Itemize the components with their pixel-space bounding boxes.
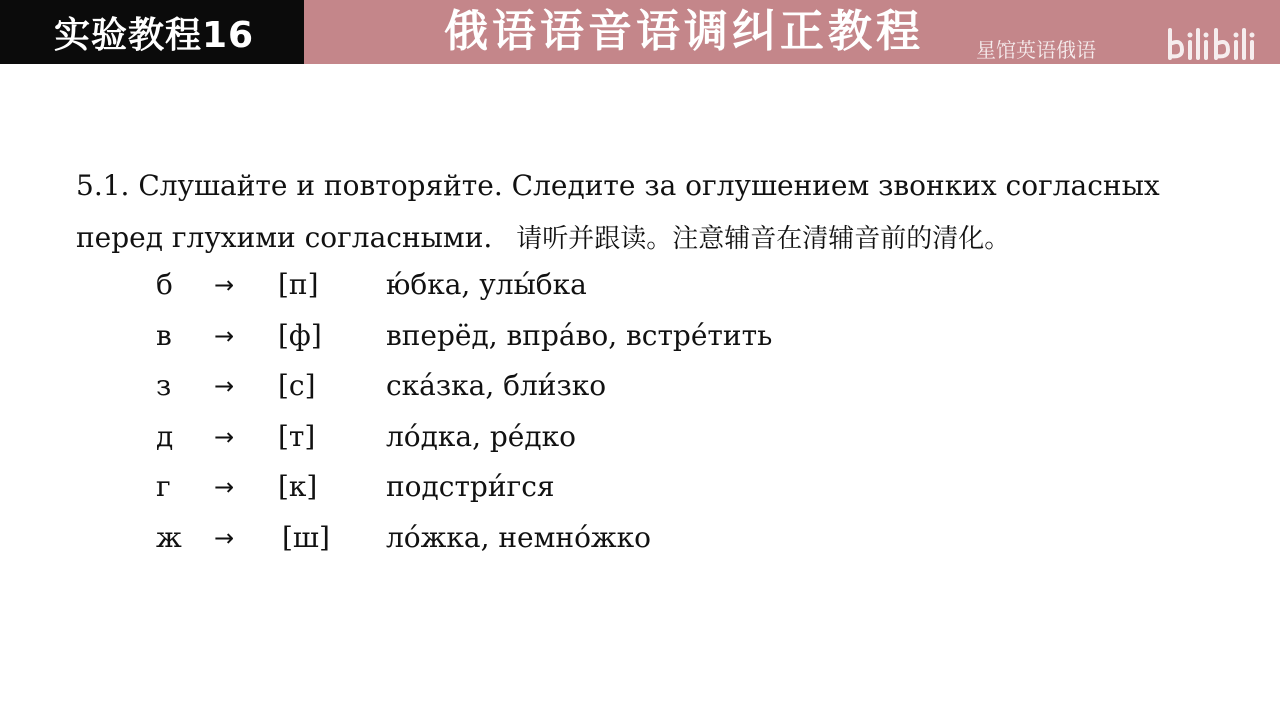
voiced-consonant: г [156,470,171,503]
instruction-ru-line2: перед глухими согласными. [76,221,493,254]
example-words: ю́бка, улы́бка [386,268,587,301]
course-title: 俄语语音语调纠正教程 [444,6,924,57]
arrow-right-icon: → [214,523,235,552]
lesson-label-box [0,0,304,64]
rule-row-v [156,313,1056,364]
devoiced-sound: [п] [278,268,319,301]
rule-row-zh [156,515,1056,566]
arrow-right-icon: → [214,271,235,299]
devoiced-sound: [ш] [282,520,330,554]
example-words: ска́зка, бли́зко [386,369,607,402]
voiced-consonant: з [156,369,172,402]
devoiced-sound: [ф] [278,318,322,352]
example-words: ло́жка, немно́жко [386,520,652,554]
arrow-right-icon: → [214,422,235,451]
example-words: подстри́гся [386,470,555,503]
rule-row-b [156,262,1056,313]
bilibili-logo-icon [1164,24,1264,64]
devoiced-sound: [к] [278,470,318,503]
rule-row-d [156,414,1056,465]
arrow-right-icon: → [214,473,235,501]
devoicing-rules-list [156,262,1056,565]
instruction-ru-line1: 5.1. Слушайте и повторяйте. Следите за оглушением звонких согласных [76,169,1160,202]
devoiced-sound: [т] [278,419,316,453]
voiced-consonant: ж [156,520,182,554]
voiced-consonant: б [156,268,173,301]
devoiced-sound: [с] [278,369,316,402]
course-title-banner [304,0,1280,64]
instruction-line-2 [76,212,1216,265]
instruction-zh: 请听并跟读。注意辅音在清辅音前的清化。 [516,224,1011,254]
video-header-bar [0,0,1280,64]
voiced-consonant: д [156,419,174,453]
example-words: вперёд, впра́во, встре́тить [386,318,773,352]
instruction-line-1 [76,160,1216,212]
rule-row-z [156,363,1056,414]
voiced-consonant: в [156,318,172,352]
example-words: ло́дка, ре́дко [386,419,576,453]
channel-watermark: 星馆英语俄语 [976,38,1096,62]
arrow-right-icon: → [214,372,235,400]
lesson-label: 实验教程16 [53,14,255,56]
exercise-instruction [76,160,1216,265]
arrow-right-icon: → [214,321,235,350]
rule-row-g [156,464,1056,515]
